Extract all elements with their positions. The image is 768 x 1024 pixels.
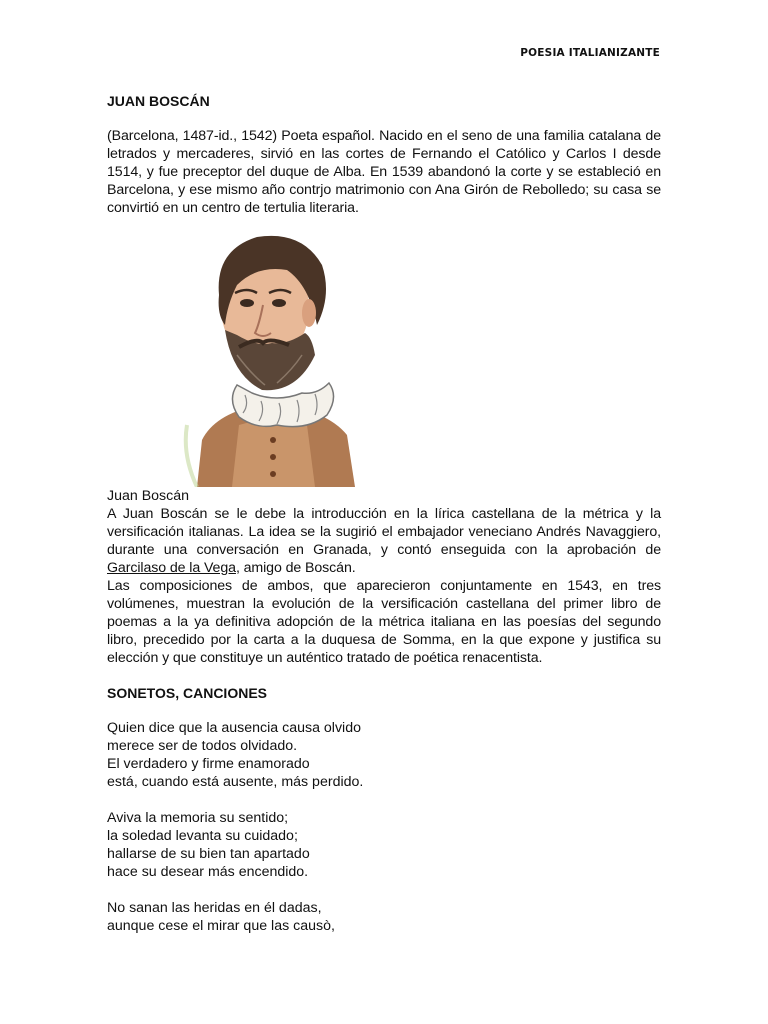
poem-stanza bbox=[107, 899, 661, 935]
poem-line: Quien dice que la ausencia causa olvido bbox=[107, 720, 361, 736]
intro-paragraph: (Barcelona, 1487-id., 1542) Poeta español. Nacido en el seno de una familia catalana de letrados y mercaderes, sirvió en las cortes de Fernando el Católico y Carlos I desde 1514, y fue preceptor del duque de Alba. En 1539 abandonó la corte y se estableció en Barcelona, y ese mismo año contrjo matrimonio con Ana Girón de Rebolledo; su casa se convirtió en un centro de tertulia literaria. bbox=[107, 128, 661, 216]
paragraph-metrica-text-2: , amigo de Boscán. bbox=[235, 560, 356, 576]
portrait-image bbox=[177, 225, 367, 487]
page-content bbox=[107, 92, 661, 935]
paragraph-metrica bbox=[107, 505, 661, 577]
poem-line: está, cuando está ausente, más perdido. bbox=[107, 774, 364, 790]
section-title-juan-boscan: JUAN BOSCÁN bbox=[107, 93, 210, 109]
paragraph-metrica-text-1: A Juan Boscán se le debe la introducción en la lírica castellana de la métrica y la versificación italianas. La idea se la sugirió el embajador veneciano Andrés Navaggiero, durante una conversación en Granada, y contó enseguida con la aprobación de bbox=[107, 506, 661, 558]
poem-stanza bbox=[107, 809, 661, 881]
poem-stanza bbox=[107, 719, 661, 791]
paragraph-composiciones: Las composiciones de ambos, que aparecieron conjuntamente en 1543, en tres volúmenes, muestran la evolución de la versificación castellana del primer libro de poemas a la ya definitiva adopción de la métrica italiana en las poesías del segundo libro, precedido por la carta a la duquesa de Somma, en la que expone y justifica su elección y que constituye un auténtico tratado de poética renacentista. bbox=[107, 578, 661, 666]
poem-line: aunque cese el mirar que las causò, bbox=[107, 918, 335, 934]
running-header: POESIA ITALIANIZANTE bbox=[520, 47, 660, 59]
section-title-sonetos: SONETOS, CANCIONES bbox=[107, 685, 267, 701]
poem-line: Aviva la memoria su sentido; bbox=[107, 810, 289, 826]
poem-line: El verdadero y firme enamorado bbox=[107, 756, 310, 772]
poem-line: merece ser de todos olvidado. bbox=[107, 738, 298, 754]
poem-line: No sanan las heridas en él dadas, bbox=[107, 900, 322, 916]
garcilaso-link[interactable]: Garcilaso de la Vega bbox=[107, 560, 236, 576]
poem-line: la soledad levanta su cuidado; bbox=[107, 828, 298, 844]
poem-line: hace su desear más encendido. bbox=[107, 864, 309, 880]
poem-line: hallarse de su bien tan apartado bbox=[107, 846, 310, 862]
portrait-caption: Juan Boscán bbox=[107, 488, 190, 504]
